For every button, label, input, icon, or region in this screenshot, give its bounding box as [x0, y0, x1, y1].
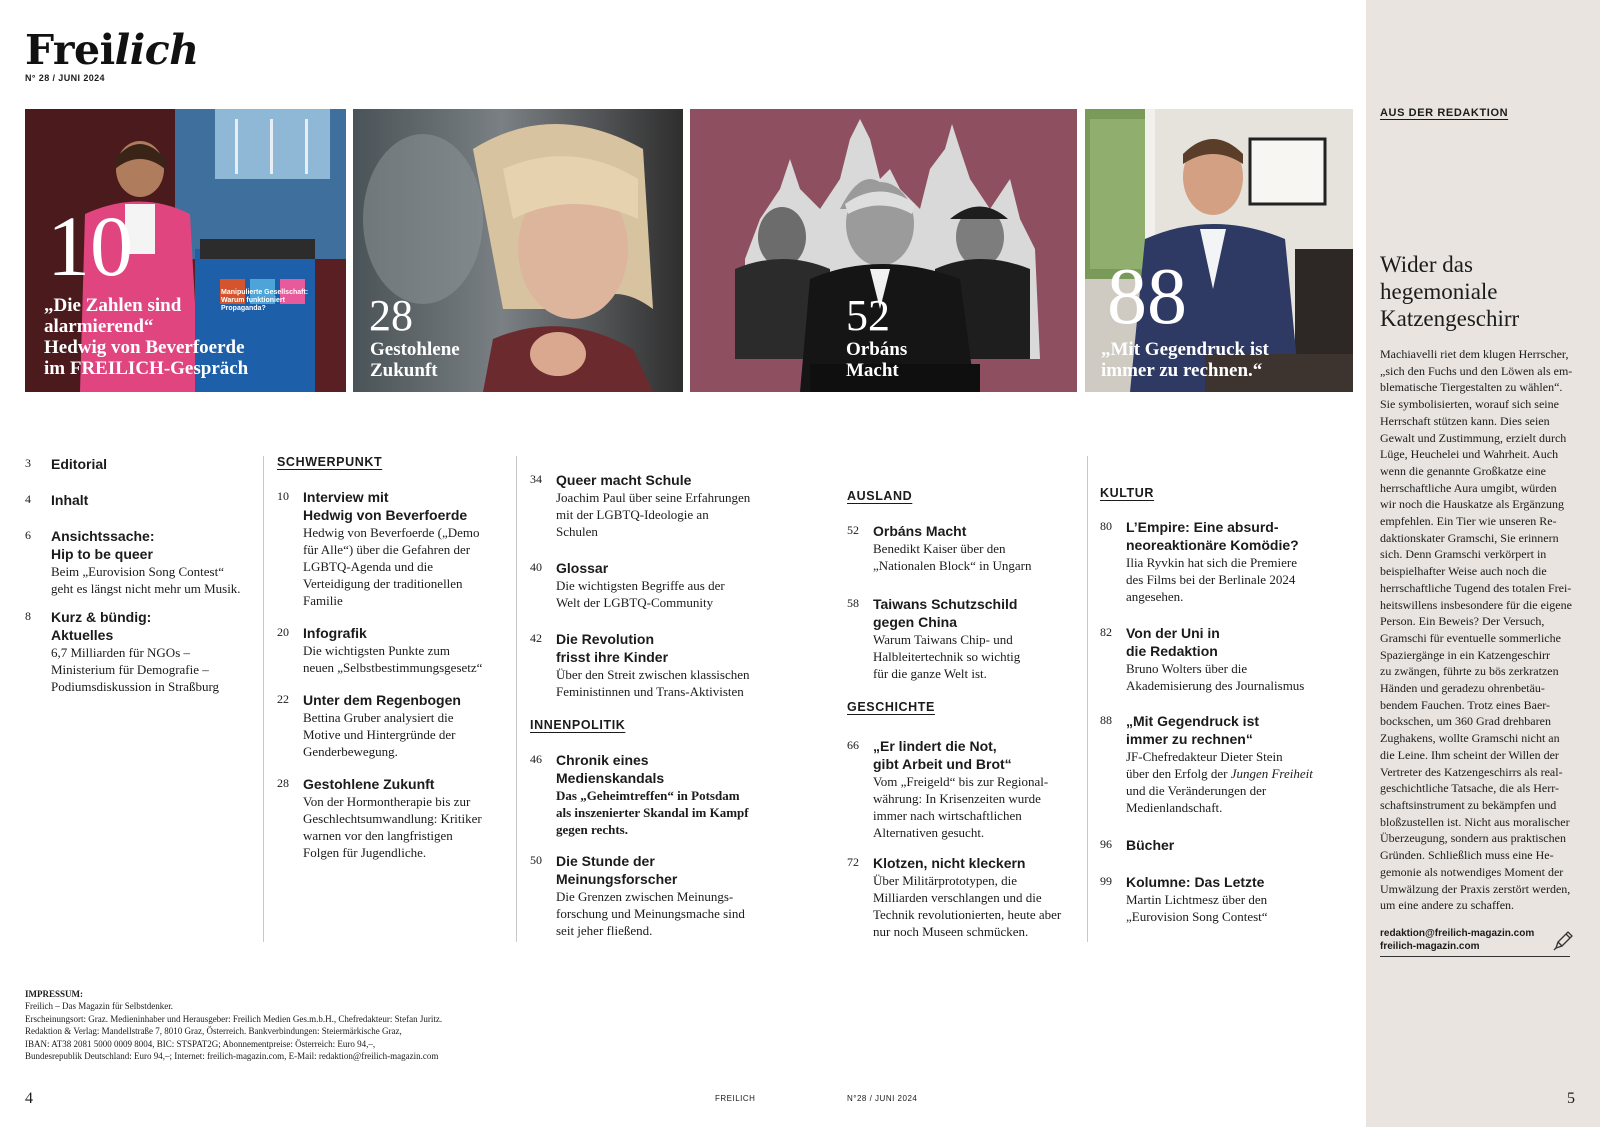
tile-page-number: 10: [47, 198, 133, 294]
editorial-body: Machiavelli riet dem klugen Herrscher, „sich den Fuchs und den Löwen als em- blematische Tiergestalten zu wählen“. Sie symbolisierten, worauf sich seine Herrschaft stützen kann. Dies seien Gewalt und Zustimmung, erzielt durch Lüge, Heuchelei und Wahrheit. Auch wenn die genannte Großkatze eine herrschaftliche Aura umgibt, würden wir noch die Hauskatze als Ergänzung empfehlen. Ein Tier wie unseren Re- daktionskater Gramschi, Sie erinnern sich. Denn Gramschi verkörpert in beispielhafter Weise auch noch die herrschaftliche Tugend des totalen Frei- heitswillens insbesondere für die eigene Person. Ein Beweis? Der Versuch, Gramschi für eventuelle sommerliche Spaziergänge in ein Katzengeschirr zu zwängen, führte zu bös zerkratzen Händen und geradezu ohrenbetäu- bendem Fauchen. Trotz eines Baer- bockschen, um 360 Grad drehbaren Zughakens, wollte Gramschi nicht an die Leine. Ihm scheint der Willen der Vertreter des Katzengeschirrs als real- geschichtliche Tatsache, die als Herr- schaftsinstrument zu bekämpfen und bloßzustellen ist. Nicht aus moralischer Überzeugung, sondern aus praktischen Gründen. Schließlich muss eine He- gemonie als notwendiges Moment der Umwälzung der Praxis zerstört werden, um eine andere zu schaffen.: [1380, 347, 1573, 913]
toc-entry[interactable]: [277, 488, 507, 609]
toc-title: Editorial: [51, 456, 108, 472]
page-number-left: 4: [25, 1090, 33, 1107]
toc-entry[interactable]: [277, 691, 507, 760]
page-number-right: 5: [1567, 1090, 1575, 1107]
toc-title: Inhalt: [51, 492, 89, 508]
tile-caption: „Die Zahlen sind alarmierend“ Hedwig von Beverfoerde im FREILICH-Gespräch: [44, 295, 249, 379]
toc-description: Von der Hormontherapie bis zur Geschlechtsumwandlung: Kritiker warnen vor den langfristigen Folgen für Jugendliche.: [303, 794, 482, 860]
toc-entry[interactable]: [1100, 836, 1340, 854]
toc-page-number: 8: [25, 609, 31, 623]
toc-entry[interactable]: [1100, 712, 1340, 816]
lectern-sign: Manipulierte Gesellschaft: Warum funktioniert Propaganda?: [221, 289, 309, 312]
section-heading-ausland: AUSLAND: [847, 489, 913, 503]
toc-page-number: 3: [25, 456, 31, 470]
toc-title: Kolumne: Das Letzte: [1126, 874, 1265, 890]
toc-entry[interactable]: [847, 595, 1092, 682]
email-link[interactable]: redaktion@freilich-magazin.com: [1380, 928, 1535, 939]
hero-tile-gestohlene-zukunft[interactable]: [353, 109, 683, 392]
imprint-text: Freilich – Das Magazin für Selbstdenker. Erscheinungsort: Graz. Medieninhaber und Herausgeber: Freilich Medien Ges.m.b.H., Chefredakteur: Stefan Juritz. Redaktion & Verlag: Mandellstraße 7, 8010 Graz, Österreich. Bankverbindungen: Steiermärkische Graz, IBAN: AT38 2081 5000 0009 8004, BIC: STSPAT2G; Abonnementpreise: Österreich: Euro 94,–, Bundesrepublik Deutschland: Euro 94,–; Internet: freilich-magazin.com, E-Mail: redaktion@freilich-magazin.com: [25, 1001, 443, 1062]
toc-title: Ansichtssache: Hip to be queer: [51, 528, 155, 562]
toc-title: „Mit Gegendruck ist immer zu rechnen“: [1126, 713, 1260, 747]
toc-entry[interactable]: [277, 775, 507, 861]
toc-page-number: 42: [530, 631, 542, 645]
tile-page-number: 28: [369, 291, 413, 340]
toc-page-number: 4: [25, 492, 31, 506]
toc-description: Die wichtigsten Begriffe aus der Welt der LGBTQ-Community: [556, 578, 725, 610]
toc-entry[interactable]: [847, 737, 1092, 841]
toc-description: Beim „Eurovision Song Contest“ geht es längst nicht mehr um Musik.: [51, 564, 241, 596]
toc-description: Über den Streit zwischen klassischen Feministinnen und Trans-Aktivisten: [556, 667, 750, 699]
imprint: [25, 988, 505, 1062]
toc-description: Martin Lichtmesz über den „Eurovision Song Contest“: [1126, 892, 1268, 924]
toc-title: Kurz & bündig: Aktuelles: [51, 609, 152, 643]
toc-entry[interactable]: [847, 854, 1092, 940]
toc-entry[interactable]: [1100, 624, 1340, 694]
toc-page-number: 66: [847, 738, 859, 752]
logo-regular: Frei: [25, 26, 115, 74]
toc-description: Die wichtigsten Punkte zum neuen „Selbstbestimmungsgesetz“: [303, 643, 483, 675]
issue-label: N° 28 / JUNI 2024: [25, 73, 105, 83]
toc-description: Bettina Gruber analysiert die Motive und Hintergründe der Genderbewegung.: [303, 710, 456, 759]
toc-title: Queer macht Schule: [556, 472, 692, 488]
toc-description: [1126, 748, 1340, 816]
section-heading-innenpolitik: INNENPOLITIK: [530, 718, 626, 732]
toc-title: Orbáns Macht: [873, 523, 967, 539]
toc-title: Klotzen, nicht kleckern: [873, 855, 1026, 871]
toc-page-number: 10: [277, 489, 289, 503]
toc-title: Chronik eines Medienskandals: [556, 752, 665, 786]
toc-page-number: 99: [1100, 874, 1112, 888]
toc-title: Von der Uni in die Redaktion: [1126, 625, 1220, 659]
desc-text: und die Veränderungen der Medienlandschaft.: [1126, 783, 1267, 815]
toc-description: Vom „Freigeld“ bis zur Regional- währung: In Krisenzeiten wurde immer nach wirtschaftlichen Alternativen gesucht.: [873, 774, 1049, 840]
toc-page-number: 82: [1100, 625, 1112, 639]
imprint-heading: IMPRESSUM:: [25, 989, 83, 999]
column-divider: [1087, 456, 1088, 942]
toc-description: 6,7 Milliarden für NGOs – Ministerium für Demografie – Podiumsdiskussion in Straßburg: [51, 645, 220, 694]
contact-block: [1380, 927, 1570, 957]
logo-italic: lich: [114, 26, 199, 74]
toc-title: Die Revolution frisst ihre Kinder: [556, 631, 669, 665]
toc-title: Unter dem Regenbogen: [303, 692, 461, 708]
running-footer-title: FREILICH: [715, 1094, 756, 1103]
section-heading-kultur: KULTUR: [1100, 486, 1155, 500]
toc-page-number: 96: [1100, 837, 1112, 851]
hero-tile-interview[interactable]: [25, 109, 346, 392]
toc-description: Hedwig von Beverfoerde („Demo für Alle“) über die Gefahren der LGBTQ-Agenda und die Verteidigung der traditionellen Familie: [303, 525, 480, 608]
toc-page-number: 52: [847, 523, 859, 537]
magazine-logo: [25, 26, 199, 74]
toc-page-number: 50: [530, 853, 542, 867]
toc-page-number: 72: [847, 855, 859, 869]
toc-description: Ilia Ryvkin hat sich die Premiere des Films bei der Berlinale 2024 angesehen.: [1126, 555, 1297, 604]
toc-entry[interactable]: [530, 852, 775, 939]
tile-page-number: 88: [1107, 253, 1187, 341]
toc-entry[interactable]: [530, 751, 775, 838]
toc-description: Die Grenzen zwischen Meinungs- forschung und Meinungsmache sind seit jeher fließend.: [556, 889, 745, 938]
pencil-icon: [1552, 930, 1574, 952]
toc-page-number: 80: [1100, 519, 1112, 533]
toc-page-number: 40: [530, 560, 542, 574]
column-divider: [263, 456, 264, 942]
toc-page-number: 20: [277, 625, 289, 639]
toc-description: Benedikt Kaiser über den „Nationalen Block“ in Ungarn: [873, 541, 1032, 573]
toc-description: Joachim Paul über seine Erfahrungen mit der LGBTQ-Ideologie an Schulen: [556, 490, 751, 539]
toc-page-number: 6: [25, 528, 31, 542]
toc-entry[interactable]: [25, 608, 250, 695]
desc-italic-title: Jungen Freiheit: [1230, 766, 1313, 781]
running-footer-issue: N°28 / JUNI 2024: [847, 1094, 918, 1103]
section-heading-geschichte: GESCHICHTE: [847, 700, 935, 714]
hero-tile-orbans-macht[interactable]: [690, 109, 1077, 392]
toc-entry[interactable]: [25, 527, 250, 597]
toc-page-number: 46: [530, 752, 542, 766]
section-heading-schwerpunkt: SCHWERPUNKT: [277, 455, 383, 469]
toc-description: Bruno Wolters über die Akademisierung des Journalismus: [1126, 661, 1305, 693]
desc-text: JF-Chefredakteur Dieter Stein über den Erfolg der: [1126, 749, 1283, 781]
toc-title: Interview mit Hedwig von Beverfoerde: [303, 489, 468, 523]
tile-caption: „Mit Gegendruck ist immer zu rechnen.“: [1101, 339, 1269, 381]
toc-title: „Er lindert die Not, gibt Arbeit und Brot“: [873, 738, 1012, 772]
website-link[interactable]: freilich-magazin.com: [1380, 941, 1480, 952]
toc-title: Die Stunde der Meinungsforscher: [556, 853, 678, 887]
toc-entry[interactable]: [530, 471, 775, 540]
tile-page-number: 52: [846, 291, 890, 340]
toc-entry[interactable]: [530, 630, 775, 700]
toc-title: Bücher: [1126, 837, 1175, 853]
toc-description: Über Militärprototypen, die Milliarden verschlangen und die Technik revolutionierten, heute aber nur noch Museen schmücken.: [873, 873, 1062, 939]
toc-description: Warum Taiwans Chip- und Halbleitertechnik so wichtig für die ganze Welt ist.: [873, 632, 1021, 681]
toc-description: Das „Geheimtreffen“ in Potsdam als inszenierter Skandal im Kampf gegen rechts.: [556, 788, 749, 837]
editorial-sidebar: [1366, 0, 1600, 1127]
hero-tile-gegendruck[interactable]: [1085, 109, 1353, 392]
sidebar-section-heading: AUS DER REDAKTION: [1380, 107, 1509, 119]
toc-page-number: 28: [277, 776, 289, 790]
toc-page-number: 22: [277, 692, 289, 706]
toc-entry[interactable]: [277, 624, 507, 676]
toc-entry[interactable]: [1100, 873, 1340, 925]
tile-caption: Gestohlene Zukunft: [370, 339, 460, 381]
toc-entry[interactable]: [25, 491, 250, 509]
toc-entry[interactable]: [530, 559, 775, 611]
toc-entry[interactable]: [1100, 518, 1340, 605]
toc-title: Taiwans Schutzschild gegen China: [873, 596, 1018, 630]
toc-title: Infografik: [303, 625, 367, 641]
toc-page-number: 34: [530, 472, 542, 486]
toc-title: Glossar: [556, 560, 609, 576]
editorial-title: Wider das hegemoniale Katzengeschirr: [1380, 252, 1520, 331]
toc-entry[interactable]: [25, 455, 250, 473]
toc-entry[interactable]: [847, 522, 1092, 574]
toc-title: Gestohlene Zukunft: [303, 776, 435, 792]
column-divider: [516, 456, 517, 942]
toc-page-number: 88: [1100, 713, 1112, 727]
toc-title: L’Empire: Eine absurd- neoreaktionäre Komödie?: [1126, 519, 1299, 553]
toc-page-number: 58: [847, 596, 859, 610]
tile-caption: Orbáns Macht: [846, 339, 908, 381]
